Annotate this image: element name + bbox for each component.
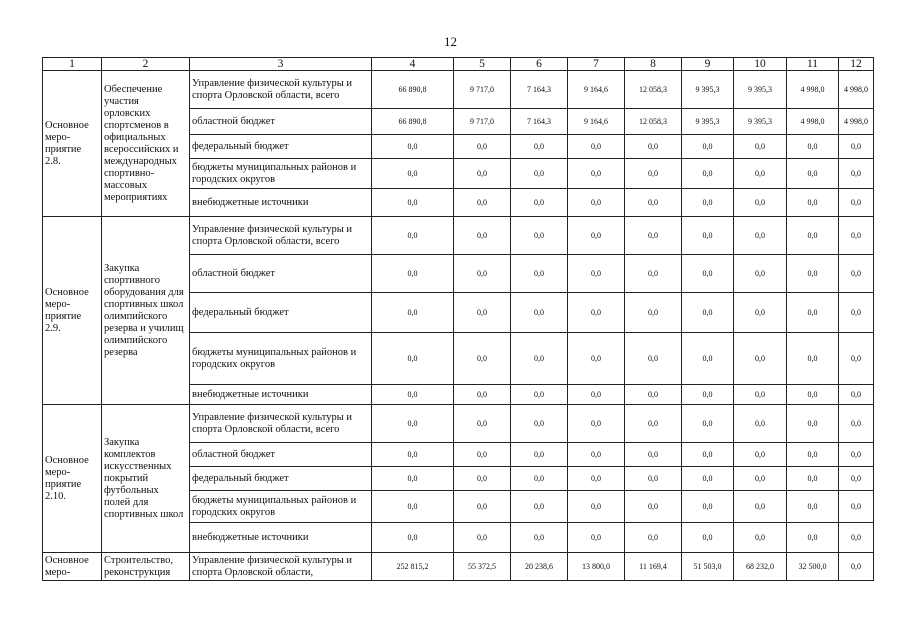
- amount-cell-col-9: 0,0: [682, 135, 734, 159]
- amount-cell-col-12: 0,0: [839, 523, 874, 553]
- funding-source: областной бюджет: [190, 443, 372, 467]
- amount-cell-col-12: 0,0: [839, 385, 874, 405]
- column-header-3: 3: [190, 58, 372, 71]
- amount-cell-col-9: 0,0: [682, 405, 734, 443]
- amount-cell-col-9: 0,0: [682, 293, 734, 333]
- amount-cell-col-7: 0,0: [568, 491, 625, 523]
- column-header-5: 5: [454, 58, 511, 71]
- amount-cell-col-6: 7 164,3: [511, 71, 568, 109]
- amount-cell-col-10: 0,0: [734, 217, 787, 255]
- funding-source: федеральный бюджет: [190, 293, 372, 333]
- amount-cell-col-4: 0,0: [372, 255, 454, 293]
- amount-cell-col-6: 0,0: [511, 405, 568, 443]
- amount-cell-col-4: 252 815,2: [372, 553, 454, 581]
- amount-cell-col-11: 4 998,0: [787, 109, 839, 135]
- column-header-12: 12: [839, 58, 874, 71]
- amount-cell-col-11: 0,0: [787, 135, 839, 159]
- amount-cell-col-6: 20 238,6: [511, 553, 568, 581]
- amount-cell-col-12: 0,0: [839, 443, 874, 467]
- amount-cell-col-12: 4 998,0: [839, 71, 874, 109]
- amount-cell-col-4: 66 890,8: [372, 109, 454, 135]
- amount-cell-col-5: 0,0: [454, 443, 511, 467]
- amount-cell-col-10: 0,0: [734, 189, 787, 217]
- amount-cell-col-6: 0,0: [511, 385, 568, 405]
- funding-source: бюджеты муниципальных районов и городских округов: [190, 491, 372, 523]
- amount-cell-col-4: 0,0: [372, 443, 454, 467]
- amount-cell-col-10: 9 395,3: [734, 71, 787, 109]
- amount-cell-col-12: 0,0: [839, 553, 874, 581]
- activity-code: Основное меро-приятие 2.8.: [43, 71, 102, 217]
- amount-cell-col-10: 0,0: [734, 443, 787, 467]
- amount-cell-col-11: 32 500,0: [787, 553, 839, 581]
- amount-cell-col-6: 0,0: [511, 443, 568, 467]
- amount-cell-col-6: 0,0: [511, 293, 568, 333]
- amount-cell-col-7: 0,0: [568, 333, 625, 385]
- amount-cell-col-8: 0,0: [625, 217, 682, 255]
- amount-cell-col-11: 0,0: [787, 467, 839, 491]
- amount-cell-col-6: 0,0: [511, 159, 568, 189]
- amount-cell-col-7: 0,0: [568, 255, 625, 293]
- amount-cell-col-4: 66 890,8: [372, 71, 454, 109]
- amount-cell-col-7: 9 164,6: [568, 109, 625, 135]
- amount-cell-col-4: 0,0: [372, 467, 454, 491]
- amount-cell-col-6: 0,0: [511, 467, 568, 491]
- funding-source: внебюджетные источники: [190, 523, 372, 553]
- amount-cell-col-7: 0,0: [568, 217, 625, 255]
- amount-cell-col-7: 0,0: [568, 405, 625, 443]
- amount-cell-col-4: 0,0: [372, 159, 454, 189]
- amount-cell-col-12: 0,0: [839, 255, 874, 293]
- amount-cell-col-4: 0,0: [372, 405, 454, 443]
- amount-cell-col-8: 12 058,3: [625, 71, 682, 109]
- amount-cell-col-12: 0,0: [839, 467, 874, 491]
- column-header-10: 10: [734, 58, 787, 71]
- funding-source: федеральный бюджет: [190, 135, 372, 159]
- activity-name: Закупка спортивного оборудования для спортивных школ олимпийского резерва и училищ олимпийского резерва: [102, 217, 190, 405]
- amount-cell-col-12: 0,0: [839, 293, 874, 333]
- amount-cell-col-5: 9 717,0: [454, 109, 511, 135]
- amount-cell-col-6: 0,0: [511, 491, 568, 523]
- column-header-1: 1: [43, 58, 102, 71]
- funding-source: Управление физической культуры и спорта Орловской области, всего: [190, 71, 372, 109]
- amount-cell-col-11: 4 998,0: [787, 71, 839, 109]
- amount-cell-col-9: 0,0: [682, 385, 734, 405]
- amount-cell-col-9: 0,0: [682, 217, 734, 255]
- amount-cell-col-7: 0,0: [568, 135, 625, 159]
- amount-cell-col-6: 0,0: [511, 523, 568, 553]
- amount-cell-col-5: 9 717,0: [454, 71, 511, 109]
- amount-cell-col-12: 0,0: [839, 159, 874, 189]
- amount-cell-col-10: 0,0: [734, 405, 787, 443]
- amount-cell-col-10: 68 232,0: [734, 553, 787, 581]
- amount-cell-col-12: 0,0: [839, 189, 874, 217]
- table-row: [43, 553, 874, 581]
- table-row: [43, 217, 874, 255]
- amount-cell-col-8: 0,0: [625, 523, 682, 553]
- funding-source: Управление физической культуры и спорта Орловской области, всего: [190, 217, 372, 255]
- funding-source: Управление физической культуры и спорта Орловской области,: [190, 553, 372, 581]
- amount-cell-col-11: 0,0: [787, 405, 839, 443]
- column-header-4: 4: [372, 58, 454, 71]
- funding-source: областной бюджет: [190, 255, 372, 293]
- amount-cell-col-8: 0,0: [625, 255, 682, 293]
- amount-cell-col-6: 7 164,3: [511, 109, 568, 135]
- amount-cell-col-9: 0,0: [682, 523, 734, 553]
- amount-cell-col-11: 0,0: [787, 255, 839, 293]
- activity-name: Строительство, реконструкция: [102, 553, 190, 581]
- amount-cell-col-6: 0,0: [511, 189, 568, 217]
- amount-cell-col-9: 9 395,3: [682, 71, 734, 109]
- amount-cell-col-9: 51 503,0: [682, 553, 734, 581]
- amount-cell-col-5: 0,0: [454, 293, 511, 333]
- amount-cell-col-7: 0,0: [568, 159, 625, 189]
- amount-cell-col-11: 0,0: [787, 491, 839, 523]
- amount-cell-col-8: 0,0: [625, 159, 682, 189]
- column-header-7: 7: [568, 58, 625, 71]
- amount-cell-col-5: 0,0: [454, 333, 511, 385]
- amount-cell-col-11: 0,0: [787, 385, 839, 405]
- budget-table: [42, 57, 874, 581]
- amount-cell-col-11: 0,0: [787, 523, 839, 553]
- amount-cell-col-9: 0,0: [682, 159, 734, 189]
- table-row: [43, 71, 874, 109]
- amount-cell-col-10: 0,0: [734, 385, 787, 405]
- amount-cell-col-8: 11 169,4: [625, 553, 682, 581]
- column-header-9: 9: [682, 58, 734, 71]
- amount-cell-col-7: 0,0: [568, 523, 625, 553]
- amount-cell-col-5: 0,0: [454, 255, 511, 293]
- funding-source: внебюджетные источники: [190, 189, 372, 217]
- amount-cell-col-10: 0,0: [734, 467, 787, 491]
- amount-cell-col-10: 9 395,3: [734, 109, 787, 135]
- amount-cell-col-6: 0,0: [511, 217, 568, 255]
- amount-cell-col-6: 0,0: [511, 333, 568, 385]
- amount-cell-col-6: 0,0: [511, 135, 568, 159]
- amount-cell-col-8: 12 058,3: [625, 109, 682, 135]
- amount-cell-col-11: 0,0: [787, 333, 839, 385]
- amount-cell-col-4: 0,0: [372, 491, 454, 523]
- amount-cell-col-11: 0,0: [787, 159, 839, 189]
- amount-cell-col-4: 0,0: [372, 217, 454, 255]
- funding-source: Управление физической культуры и спорта Орловской области, всего: [190, 405, 372, 443]
- funding-source: областной бюджет: [190, 109, 372, 135]
- column-header-11: 11: [787, 58, 839, 71]
- header-row: [43, 58, 874, 71]
- activity-name: Закупка комплектов искусственных покрытий футбольных полей для спортивных школ: [102, 405, 190, 553]
- amount-cell-col-4: 0,0: [372, 333, 454, 385]
- amount-cell-col-8: 0,0: [625, 189, 682, 217]
- amount-cell-col-8: 0,0: [625, 443, 682, 467]
- amount-cell-col-4: 0,0: [372, 135, 454, 159]
- funding-source: федеральный бюджет: [190, 467, 372, 491]
- amount-cell-col-8: 0,0: [625, 385, 682, 405]
- amount-cell-col-7: 0,0: [568, 189, 625, 217]
- amount-cell-col-5: 0,0: [454, 135, 511, 159]
- amount-cell-col-6: 0,0: [511, 255, 568, 293]
- amount-cell-col-5: 0,0: [454, 217, 511, 255]
- funding-source: бюджеты муниципальных районов и городских округов: [190, 159, 372, 189]
- amount-cell-col-9: 0,0: [682, 255, 734, 293]
- amount-cell-col-12: 0,0: [839, 135, 874, 159]
- amount-cell-col-5: 0,0: [454, 491, 511, 523]
- amount-cell-col-7: 9 164,6: [568, 71, 625, 109]
- column-header-2: 2: [102, 58, 190, 71]
- amount-cell-col-7: 0,0: [568, 467, 625, 491]
- activity-code: Основное меро-приятие 2.9.: [43, 217, 102, 405]
- amount-cell-col-5: 0,0: [454, 405, 511, 443]
- amount-cell-col-10: 0,0: [734, 255, 787, 293]
- amount-cell-col-10: 0,0: [734, 293, 787, 333]
- amount-cell-col-4: 0,0: [372, 189, 454, 217]
- funding-source: внебюджетные источники: [190, 385, 372, 405]
- page-number: 12: [444, 34, 457, 49]
- amount-cell-col-12: 0,0: [839, 333, 874, 385]
- amount-cell-col-5: 0,0: [454, 159, 511, 189]
- amount-cell-col-12: 0,0: [839, 217, 874, 255]
- amount-cell-col-12: 0,0: [839, 405, 874, 443]
- amount-cell-col-7: 0,0: [568, 293, 625, 333]
- amount-cell-col-4: 0,0: [372, 293, 454, 333]
- amount-cell-col-8: 0,0: [625, 135, 682, 159]
- amount-cell-col-10: 0,0: [734, 135, 787, 159]
- amount-cell-col-10: 0,0: [734, 333, 787, 385]
- amount-cell-col-9: 0,0: [682, 333, 734, 385]
- amount-cell-col-5: 0,0: [454, 189, 511, 217]
- amount-cell-col-8: 0,0: [625, 333, 682, 385]
- amount-cell-col-7: 13 800,0: [568, 553, 625, 581]
- amount-cell-col-12: 0,0: [839, 491, 874, 523]
- amount-cell-col-11: 0,0: [787, 189, 839, 217]
- amount-cell-col-4: 0,0: [372, 523, 454, 553]
- amount-cell-col-5: 0,0: [454, 385, 511, 405]
- amount-cell-col-8: 0,0: [625, 293, 682, 333]
- amount-cell-col-5: 0,0: [454, 523, 511, 553]
- amount-cell-col-4: 0,0: [372, 385, 454, 405]
- activity-code: Основное меро-приятие 2.10.: [43, 405, 102, 553]
- activity-name: Обеспечение участия орловских спортсменов в официальных всероссийских и международных спортивно-массовых мероприятиях: [102, 71, 190, 217]
- table-row: [43, 405, 874, 443]
- amount-cell-col-5: 55 372,5: [454, 553, 511, 581]
- amount-cell-col-8: 0,0: [625, 467, 682, 491]
- amount-cell-col-5: 0,0: [454, 467, 511, 491]
- activity-code: Основное меро-: [43, 553, 102, 581]
- column-header-8: 8: [625, 58, 682, 71]
- amount-cell-col-11: 0,0: [787, 443, 839, 467]
- amount-cell-col-8: 0,0: [625, 405, 682, 443]
- amount-cell-col-9: 0,0: [682, 467, 734, 491]
- amount-cell-col-11: 0,0: [787, 293, 839, 333]
- amount-cell-col-8: 0,0: [625, 491, 682, 523]
- amount-cell-col-10: 0,0: [734, 159, 787, 189]
- column-header-6: 6: [511, 58, 568, 71]
- funding-source: бюджеты муниципальных районов и городских округов: [190, 333, 372, 385]
- amount-cell-col-9: 0,0: [682, 443, 734, 467]
- amount-cell-col-12: 4 998,0: [839, 109, 874, 135]
- amount-cell-col-7: 0,0: [568, 443, 625, 467]
- amount-cell-col-9: 0,0: [682, 189, 734, 217]
- amount-cell-col-11: 0,0: [787, 217, 839, 255]
- amount-cell-col-10: 0,0: [734, 491, 787, 523]
- amount-cell-col-10: 0,0: [734, 523, 787, 553]
- amount-cell-col-7: 0,0: [568, 385, 625, 405]
- amount-cell-col-9: 0,0: [682, 491, 734, 523]
- amount-cell-col-9: 9 395,3: [682, 109, 734, 135]
